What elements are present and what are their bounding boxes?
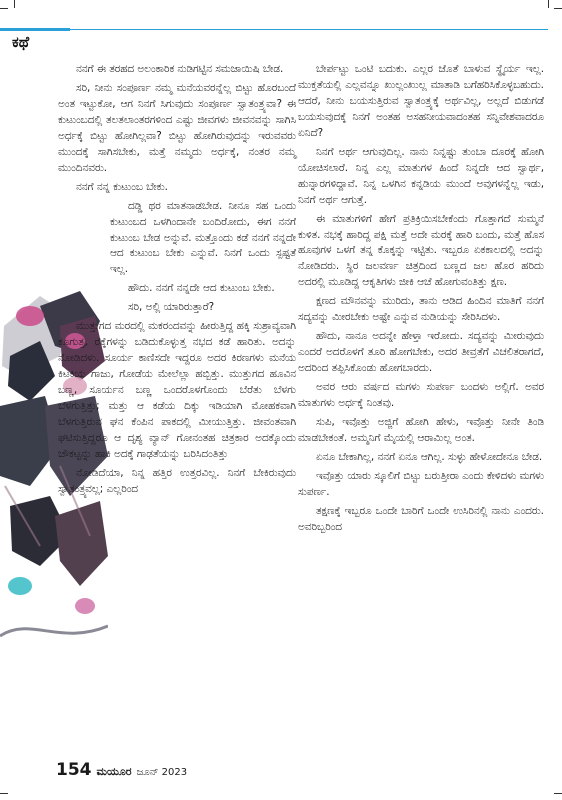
section-title: ಕಥೆ: [12, 33, 30, 51]
paragraph: ಸರಿ, ನೀನು ಸಂಪೂರ್ಣ ನಮ್ಮ ಮನೆಯವರನ್ನೆಲ್ಲ ಬಿಟ್ಟು ಹೊರಬಂದೆ ಅಂತ ಇಟ್ಟುಕೋ, ಆಗ ನಿನಗೆ ಸಿಗುವುದು ಸಂಪೂರ್ಣ ಸ್ವಾತಂತ್ರ್ಯವಾ? ಈ ಕುಟುಂಬದಲ್ಲಿ ತಲತಲಾಂತರಗಳಿಂದ ಎಷ್ಟು ಜೀವಗಳು ಜೀವನವನ್ನು ಸಾಗಿಸಿ ಅರ್ಧಕ್ಕೆ ಬಿಟ್ಟು ಹೋಗಿಲ್ಲವಾ? ಬಿಟ್ಟು ಹೋಗಿರುವುದನ್ನು ಇರುವವರು ಮುಂದಕ್ಕೆ ಸಾಗಿಸಬೇಕು, ಮತ್ತೆ ನಮ್ಮದು ಅರ್ಧಕ್ಕೆ, ನಂತರ ನಮ್ಮ ಮುಂದಿನವರು.: [58, 81, 296, 174]
paragraph: ಈ ಮಾತುಗಳಿಗೆ ಹೇಗೆ ಪ್ರತಿಕ್ರಿಯಿಸಬೇಕೆಂದು ಗೊತ್ತಾಗದೆ ಸುಮ್ಮನೆ ಕುಳಿತ. ನಭಕ್ಕೆ ಹಾರಿದ್ದ ಪಕ್ಷಿ ಮತ್ತೆ ಅದೇ ಮರಕ್ಕೆ ಹಾರಿ ಬಂದು, ಮತ್ತೆ ಹೊಸ ಹೂವುಗಳ ಒಳಗೆ ತನ್ನ ಕೊಕ್ಕನ್ನು ಇಟ್ಟಿತು. ಇಬ್ಬರೂ ಏಕಕಾಲದಲ್ಲಿ ಅದನ್ನು ನೋಡಿದರು. ಸ್ಥಿರ ಜಲವರ್ಣ ಚಿತ್ರದಿಂದ ಬಣ್ಣದ ಜಲ ಹೊರ ಹರಿದು ಅದರಲ್ಲಿ ಮೂಡಿದ್ದ ಆಕೃತಿಗಳು ಜೀಕಿ ಆಚೆ ಹೋಗುವಂತಿತ್ತು ಕ್ಷಣ.: [298, 212, 544, 289]
crop-mark: [0, 793, 8, 794]
page-number: 154: [56, 760, 92, 780]
page-footer: [56, 760, 187, 780]
magazine-name: ಮಯೂರ: [96, 765, 132, 778]
paragraph: ಸರಿ, ಅಲ್ಲಿ ಯಾರಿರುತ್ತಾರೆ?: [128, 301, 215, 314]
crop-mark: [554, 793, 562, 794]
right-column: [298, 62, 544, 539]
paragraph: ಏನೂ ಬೇಕಾಗಿಲ್ಲ, ನನಗೆ ಏನೂ ಆಗಿಲ್ಲ. ಸುಳ್ಳು ಹೇಳೋದೇನೂ ಬೇಡ.: [316, 450, 543, 463]
paragraph: ನಿನಗೆ ಅರ್ಥ ಆಗುವುದಿಲ್ಲ. ನಾನು ನಿನ್ನಷ್ಟು ತುಂಬಾ ದೂರಕ್ಕೆ ಹೋಗಿ ಯೋಚಿಸಲಾರೆ. ನಿನ್ನ ಎಲ್ಲ ಮಾತುಗಳ ಹಿಂದೆ ನಿನ್ನದೇ ಆದ ಸ್ವಾರ್ಥ, ಹುನ್ನಾರಗಳಿದ್ದಾವೆ. ನಿನ್ನ ಒಳಗಿನ ಕನ್ನಡಿಯ ಮುಂದೆ ಅವುಗಳನ್ನೆಲ್ಲ ಇಡು, ನಿನಗೆ ಅರ್ಥ ಆಗುತ್ತೆ.: [298, 145, 544, 206]
crop-mark: [14, 0, 15, 8]
paragraph: ನೋಡಿದೆಯಾ, ನಿನ್ನ ಹತ್ತಿರ ಉತ್ತರವಿಲ್ಲ. ನಿನಗೆ ಬೇಕಿರುವುದು ಸ್ವಾತಂತ್ರ್ಯವಲ್ಲ; ಎಲ್ಲರಿಂದ: [58, 466, 296, 495]
crop-mark: [554, 8, 562, 9]
section-header-rule: [70, 29, 548, 30]
paragraph: ಬೇರ್ಪಟ್ಟು ಒಂಟಿ ಬದುಕು. ಎಲ್ಲರ ಜೊತೆ ಬಾಳುವ ಸ್ಥೈರ್ಯ ಇಲ್ಲ. ಮುಕ್ತತೆಯಲ್ಲಿ ಎಲ್ಲವನ್ನೂ ಖುಲ್ಲಂಖುಲ್ಲ ಮಾತಾಡಿ ಬಗೆಹರಿಸಿಕೊಳ್ಳಬಹುದು. ಆದರೆ, ನೀನು ಬಯಸುತ್ತಿರುವ ಸ್ವಾತಂತ್ರ್ಯಕ್ಕೆ ಅರ್ಥವಿಲ್ಲ, ಅಲ್ಲದೆ ಬಿಡುಗಡೆ ಬಯಸುವುದಕ್ಕೆ ನಿನಗೆ ಅಂತಹ ಅಸಹನೀಯವಾದಂತಹ ಸನ್ನಿವೇಶವಾದರೂ ಏನಿದೆ?: [298, 63, 544, 139]
paragraph: ಅವರ ಆರು ವರ್ಷದ ಮಗಳು ಸುಪರ್ಣ ಬಂದಳು ಅಲ್ಲಿಗೆ. ಅವರ ಮಾತುಗಳು ಅರ್ಧಕ್ಕೆ ನಿಂತವು.: [298, 381, 544, 410]
paragraph: ದಡ್ಡಿ ಥರ ಮಾತನಾಡಬೇಡ. ನೀನೂ ಸಹ ಒಂದು ಕುಟುಂಬದ ಒಳಗಿಂದಾನೇ ಬಂದಿರೋದು, ಈಗ ನನಗೆ ಕುಟುಂಬ ಬೇಡ ಅನ್ನುವೆ. ಮತ್ತೊಂದು ಕಡೆ ನನಗೆ ನನ್ನದೇ ಆದ ಕುಟುಂಬ ಬೇಕು ಎನ್ನುವೆ. ನಿನಗೆ ಒಂದು ಸ್ಪಷ್ಟತೆ ಇಲ್ಲ.: [110, 199, 296, 276]
paragraph: ಇವೊತ್ತು ಯಾರು ಸ್ಕೂಲಿಗೆ ಬಿಟ್ಟು ಬರುತ್ತೀರಾ ಎಂದು ಕೇಳಿದಳು ಮಗಳು ಸುಪರ್ಣ.: [298, 469, 544, 498]
crop-mark: [0, 8, 8, 9]
paragraph: ನನಗೆ ಈ ತರಹದ ಅಲಂಕಾರಿಕ ನುಡಿಗಟ್ಟಿನ ಸಮಜಾಯಿಷಿ ಬೇಡ.: [76, 63, 284, 75]
paragraph: ಹೌದು, ನಾನೂ ಅದನ್ನೇ ಹೇಳ್ತಾ ಇರೋದು. ಸದ್ಯವನ್ನು ಮೀರುವುದು ಎಂದರೆ ಅದರೊಳಗೆ ತೂರಿ ಹೋಗಬೇಕು, ಅದರ ತೀವ್ರತೆಗೆ ವಿಚಲಿತರಾಗದೆ, ಅದರಿಂದ ತಪ್ಪಿಸಿಕೊಂಡು ಹೋಗಬಾರದು.: [298, 330, 544, 375]
paragraph: ಕ್ಷಣದ ಮೌನವನ್ನು ಮುರಿದು, ತಾನು ಆಡಿದ ಹಿಂದಿನ ಮಾತಿಗೆ ನನಗೆ ಸದ್ಯವನ್ನು ಮೀರಬೇಕು ಅಷ್ಟೇ ಎನ್ನುವ ನುಡಿಯನ್ನು ಸೇರಿಸಿದಳು.: [298, 295, 544, 324]
crop-mark: [548, 0, 549, 8]
paragraph: ತಕ್ಷಣಕ್ಕೆ ಇಬ್ಬರೂ ಒಂದೇ ಬಾರಿಗೆ ಒಂದೇ ಉಸಿರಿನಲ್ಲಿ ನಾನು ಎಂದರು. ಅವರಿಬ್ಬರಿಂದ: [298, 504, 544, 533]
section-header-accent: [0, 28, 70, 31]
paragraph: ನನಗೆ ನನ್ನ ಕುಟುಂಬ ಬೇಕು.: [76, 180, 168, 193]
paragraph: ಮುತ್ತುಗದ ಮರದಲ್ಲಿ ಮಕರಂದವನ್ನು ಹೀರುತ್ತಿದ್ದ ಹಕ್ಕಿ ಸುಶ್ರಾವ್ಯವಾಗಿ ಕೂಗುತ್ತ, ರೆಕ್ಕೆಗಳನ್ನು ಬಡಿದುಕೊಳ್ಳುತ್ತ ನಭದ ಕಡೆ ಹಾರಿತು. ಅದನ್ನು ನೋಡಿದಳು. ಸೂರ್ಯ ಕಾಣಿಸದೇ ಇದ್ದರೂ ಅದರ ಕಿರಣಗಳು ಮನೆಯ ಕಿಟಕಿಯ ಗಾಜು, ಗೋಡೆಯ ಮೇಲೆಲ್ಲಾ ಹಬ್ಬಿತ್ತು. ಮುತ್ತುಗದ ಹೂವಿನ ಬಣ್ಣ, ಸೂರ್ಯನ ಬಣ್ಣ ಒಂದರೊಳಗೊಂದು ಬೆರೆತು ಬೆಳಗು ಬೆಳಗುತ್ತಿತ್ತು; ಮತ್ತು ಆ ಕಡೆಯ ದಿಕ್ಕು ಇಡಿಯಾಗಿ ಮೋಹಕವಾಗಿ ಬೆಳಗುತ್ತಿರುವ ಘನ ಕೆಂಪಿನ ಪಾಕದಲ್ಲಿ ಮೀಯುತ್ತಿತ್ತು. ಜೀವಂತವಾಗಿ ಘಟಿಸುತ್ತಿದ್ದರೂ ಆ ದೃಶ್ಯ ವ್ಯಾನ್ ಗೋನಂತಹ ಚಿತ್ರಕಾರ ಅದಕ್ಕೊಂದು ಚೌಕಟ್ಟನ್ನು ಹಾಕಿ ಅದಕ್ಕೆ ಗಾಢತೆಯನ್ನು ಬರಿಸಿದಂತಿತ್ತು: [58, 320, 296, 460]
paragraph: ಹೌದು. ನನಗೆ ನನ್ನದೇ ಆದ ಕುಟುಂಬ ಬೇಕು.: [128, 282, 275, 295]
issue-date: ಜೂನ್ 2023: [136, 767, 188, 778]
paragraph: ಸುಪಿ, ಇವೊತ್ತು ಅಜ್ಜಿಗೆ ಹೋಗಿ ಹೇಳು, ಇವೊತ್ತು ನೀನೇ ತಿಂಡಿ ಮಾಡಬೇಕಂತೆ. ಅಮ್ಮನಿಗೆ ಮೈಯಲ್ಲಿ ಆರಾಮಿಲ್ಲ ಅಂತ.: [298, 416, 544, 444]
left-column: [58, 62, 296, 501]
